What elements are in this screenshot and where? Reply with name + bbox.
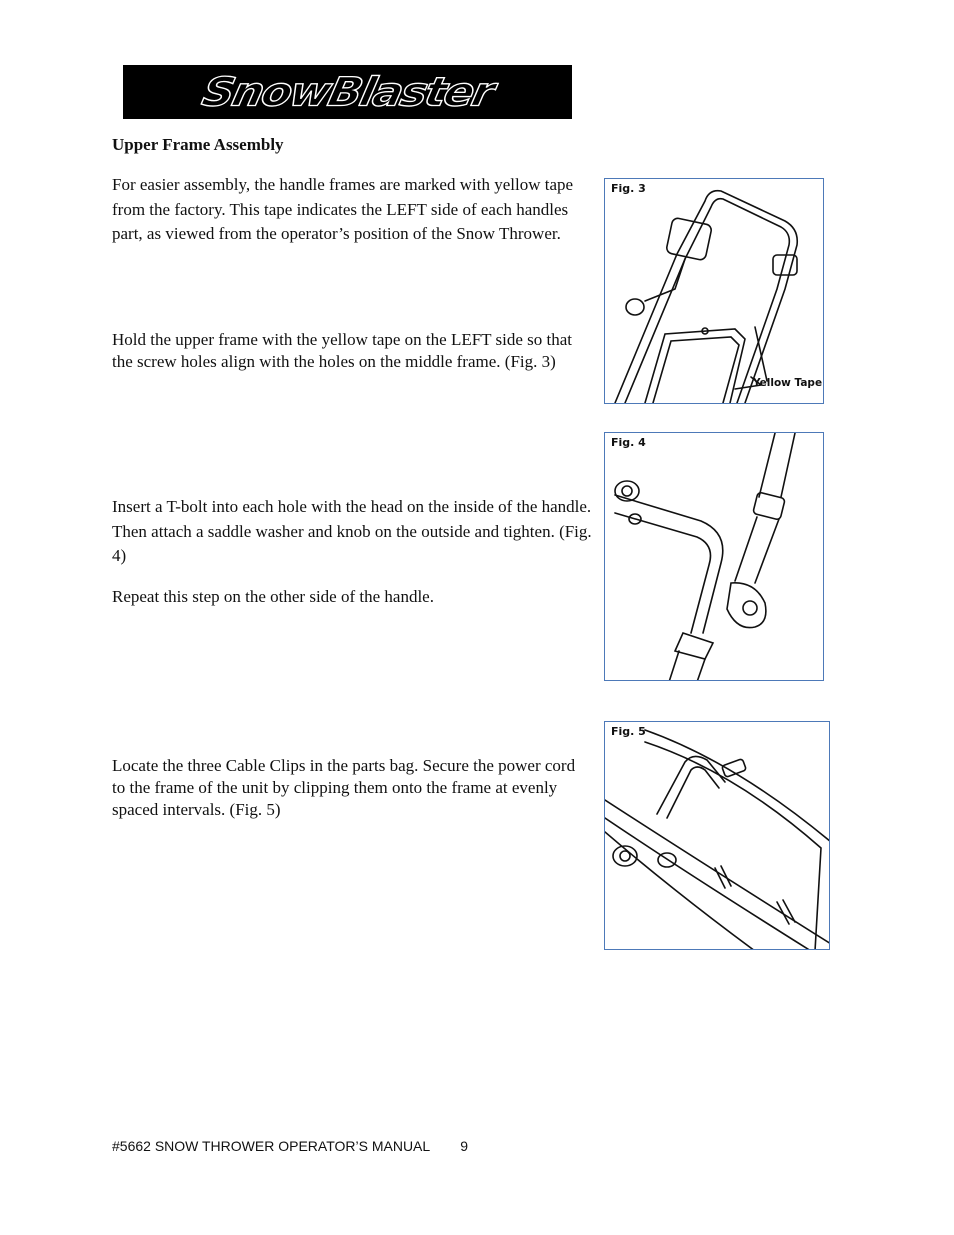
figure-3-handle-illustration <box>605 179 824 404</box>
paragraph-cable-clips: Locate the three Cable Clips in the parts bag. Secure the power cord to the frame of the unit by clipping them onto the frame at evenly spaced intervals. (Fig. 5) <box>112 756 576 819</box>
paragraph-hold-upper-frame: Hold the upper frame with the yellow tape on the LEFT side so that the screw holes align with the holes on the middle frame. (Fig. 3) <box>112 330 572 371</box>
yellow-tape-callout: Yellow Tape <box>753 377 823 389</box>
figure-4-label: Fig. 4 <box>611 436 646 449</box>
page-footer <box>112 1138 468 1154</box>
paragraph-yellow-tape: For easier assembly, the handle frames are marked with yellow tape from the factory. This tape indicates the LEFT side of each handles part, as viewed from the operator’s position of the Snow Thrower. <box>112 175 574 243</box>
figure-5 <box>604 721 830 950</box>
figure-4 <box>604 432 824 681</box>
footer-manual-title: #5662 SNOW THROWER OPERATOR’S MANUAL <box>112 1138 431 1154</box>
footer-page-number: 9 <box>460 1138 468 1154</box>
figure-5-cable-clip-illustration <box>605 722 830 950</box>
paragraph-insert-t-bolt: Insert a T-bolt into each hole with the head on the inside of the handle. Then attach a saddle washer and knob on the outside and tighten. (Fig. 4) <box>112 497 592 565</box>
section-title: Upper Frame Assembly <box>112 135 284 154</box>
figure-4-tbolt-illustration <box>605 433 824 681</box>
paragraph-repeat-step: Repeat this step on the other side of the handle. <box>112 587 434 606</box>
snowblaster-logo <box>123 65 572 119</box>
figure-3 <box>604 178 824 404</box>
figure-3-label: Fig. 3 <box>611 182 646 195</box>
figure-5-label: Fig. 5 <box>611 725 646 738</box>
logo-text: SnowBlaster <box>198 69 497 115</box>
